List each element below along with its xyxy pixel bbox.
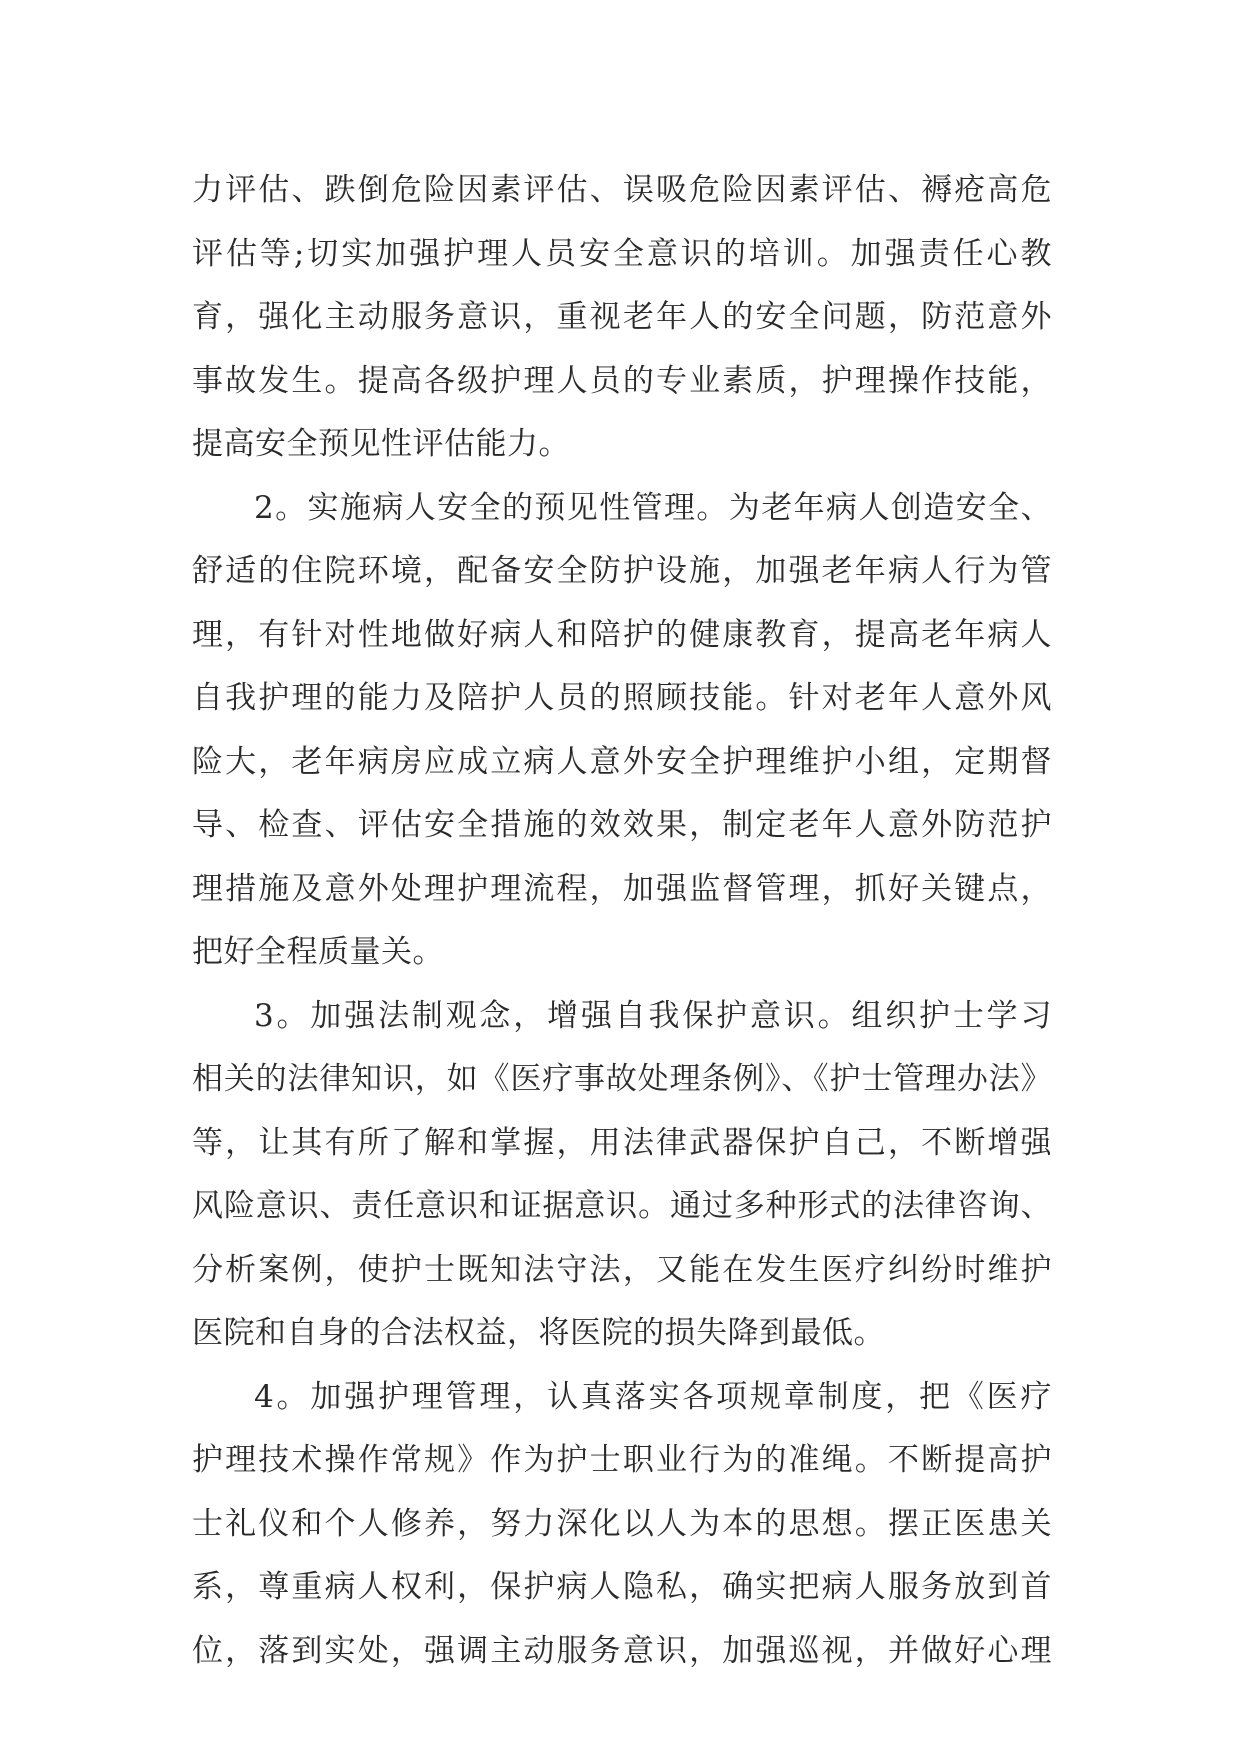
text-line: 2。实施病人安全的预见性管理。为老年病人创造安全、: [254, 489, 1052, 526]
text-line: 舒适的住院环境，配备安全防护设施，加强老年病人行为管: [192, 553, 1052, 589]
text-line: 理措施及意外处理护理流程，加强监督管理，抓好关键点，: [192, 870, 1052, 907]
text-line: 理，有针对性地做好病人和陪护的健康教育，提高老年病人: [192, 616, 1052, 653]
text-line: 等，让其有所了解和掌握，用法律武器保护自己，不断增强: [192, 1124, 1052, 1161]
text-line: 4。加强护理管理，认真落实各项规章制度，把《医疗: [254, 1378, 1052, 1415]
text-line: 评估等;切实加强护理人员安全意识的培训。加强责任心教: [192, 235, 1052, 272]
text-line: 把好全程质量关。: [192, 934, 444, 970]
text-line: 位，落到实处，强调主动服务意识，加强巡视，并做好心理: [192, 1632, 1052, 1669]
text-line: 提高安全预见性评估能力。: [192, 426, 570, 462]
text-line: 士礼仪和个人修养，努力深化以人为本的思想。摆正医患关: [192, 1505, 1052, 1542]
text-line: 力评估、跌倒危险因素评估、误吸危险因素评估、褥疮高危: [192, 172, 1052, 208]
text-line: 分析案例，使护士既知法守法，又能在发生医疗纠纷时维护: [192, 1251, 1052, 1288]
text-line: 事故发生。提高各级护理人员的专业素质，护理操作技能，: [192, 362, 1052, 399]
text-line: 导、检查、评估安全措施的效效果，制定老年人意外防范护: [192, 807, 1052, 843]
text-line: 育，强化主动服务意识，重视老年人的安全问题，防范意外: [192, 299, 1052, 335]
body-text: [192, 159, 1052, 1683]
text-line: 险大，老年病房应成立病人意外安全护理维护小组，定期督: [192, 743, 1052, 780]
text-line: 相关的法律知识，如《医疗事故处理条例》、《护士管理办法》: [192, 1061, 1052, 1097]
text-line: 医院和自身的合法权益，将医院的损失降到最低。: [192, 1315, 885, 1351]
text-line: 系，尊重病人权利，保护病人隐私，确实把病人服务放到首: [192, 1569, 1052, 1605]
text-line: 护理技术操作常规》作为护士职业行为的准绳。不断提高护: [192, 1442, 1052, 1478]
text-line: 3。加强法制观念，增强自我保护意识。组织护士学习: [254, 997, 1052, 1034]
text-line: 风险意识、责任意识和证据意识。通过多种形式的法律咨询、: [192, 1188, 1052, 1224]
text-line: 自我护理的能力及陪护人员的照顾技能。针对老年人意外风: [192, 680, 1052, 716]
